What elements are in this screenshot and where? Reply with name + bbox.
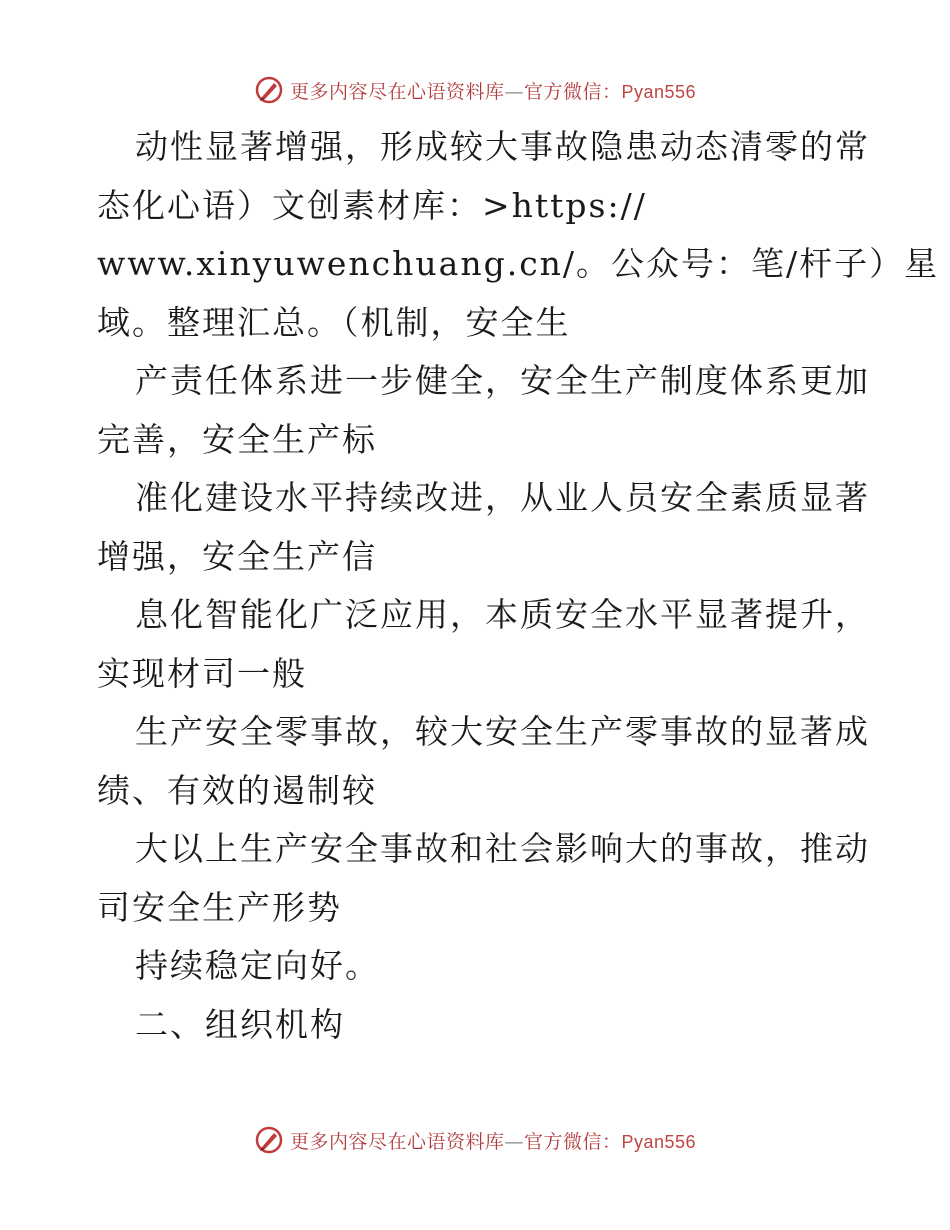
text-line: 大以上生产安全事故和社会影响大的事故，推动 [135, 829, 870, 868]
banner-main-text: 更多内容尽在心语资料库 [289, 80, 505, 103]
banner-suffix-text: 官方微信： [523, 80, 622, 103]
text-line: 持续稳定向好。 [135, 946, 380, 985]
text-line: 息化智能化广泛应用，本质安全水平显著提升， [135, 595, 870, 634]
banner-text [290, 77, 696, 104]
banner-main-text: 更多内容尽在心语资料库 [289, 1130, 505, 1153]
banner-suffix-text: 官方微信： [523, 1130, 622, 1153]
text-line: 域。整理汇总。（机制，安全生 [97, 302, 571, 342]
text-line: 增强，安全生产信 [97, 536, 377, 576]
banner-text [290, 1127, 696, 1154]
text-line: 动性显著增强，形成较大事故隐患动态清零的常 [135, 127, 870, 166]
text-line: 生产安全零事故，较大安全生产零事故的显著成 [135, 712, 870, 751]
banner-dash: — [504, 80, 524, 103]
text-line: 绩、有效的遏制较 [97, 770, 377, 810]
section-heading: 二、组织机构 [135, 1004, 345, 1044]
text-line: 实现材司一般 [97, 653, 307, 693]
banner-dash: — [504, 1130, 524, 1153]
text-line: 态化心语）文创素材库：>https:// [97, 185, 647, 225]
text-line: 准化建设水平持续改进，从业人员安全素质显著 [135, 478, 870, 517]
pen-logo-icon [254, 75, 284, 105]
banner-contact: Pyan556 [621, 81, 697, 102]
text-line: 完善，安全生产标 [97, 419, 377, 459]
footer-watermark-banner [0, 1120, 950, 1160]
header-watermark-banner [0, 70, 950, 110]
banner-contact: Pyan556 [621, 1131, 697, 1152]
text-line: 产责任体系进一步健全，安全生产制度体系更加 [135, 361, 870, 400]
pen-logo-icon [254, 1125, 284, 1155]
text-line-url: www.xinyuwenchuang.cn/。公众号：笔/杆子）星 [97, 244, 940, 283]
text-line: 司安全生产形势 [97, 887, 342, 927]
document-body [97, 118, 940, 1054]
